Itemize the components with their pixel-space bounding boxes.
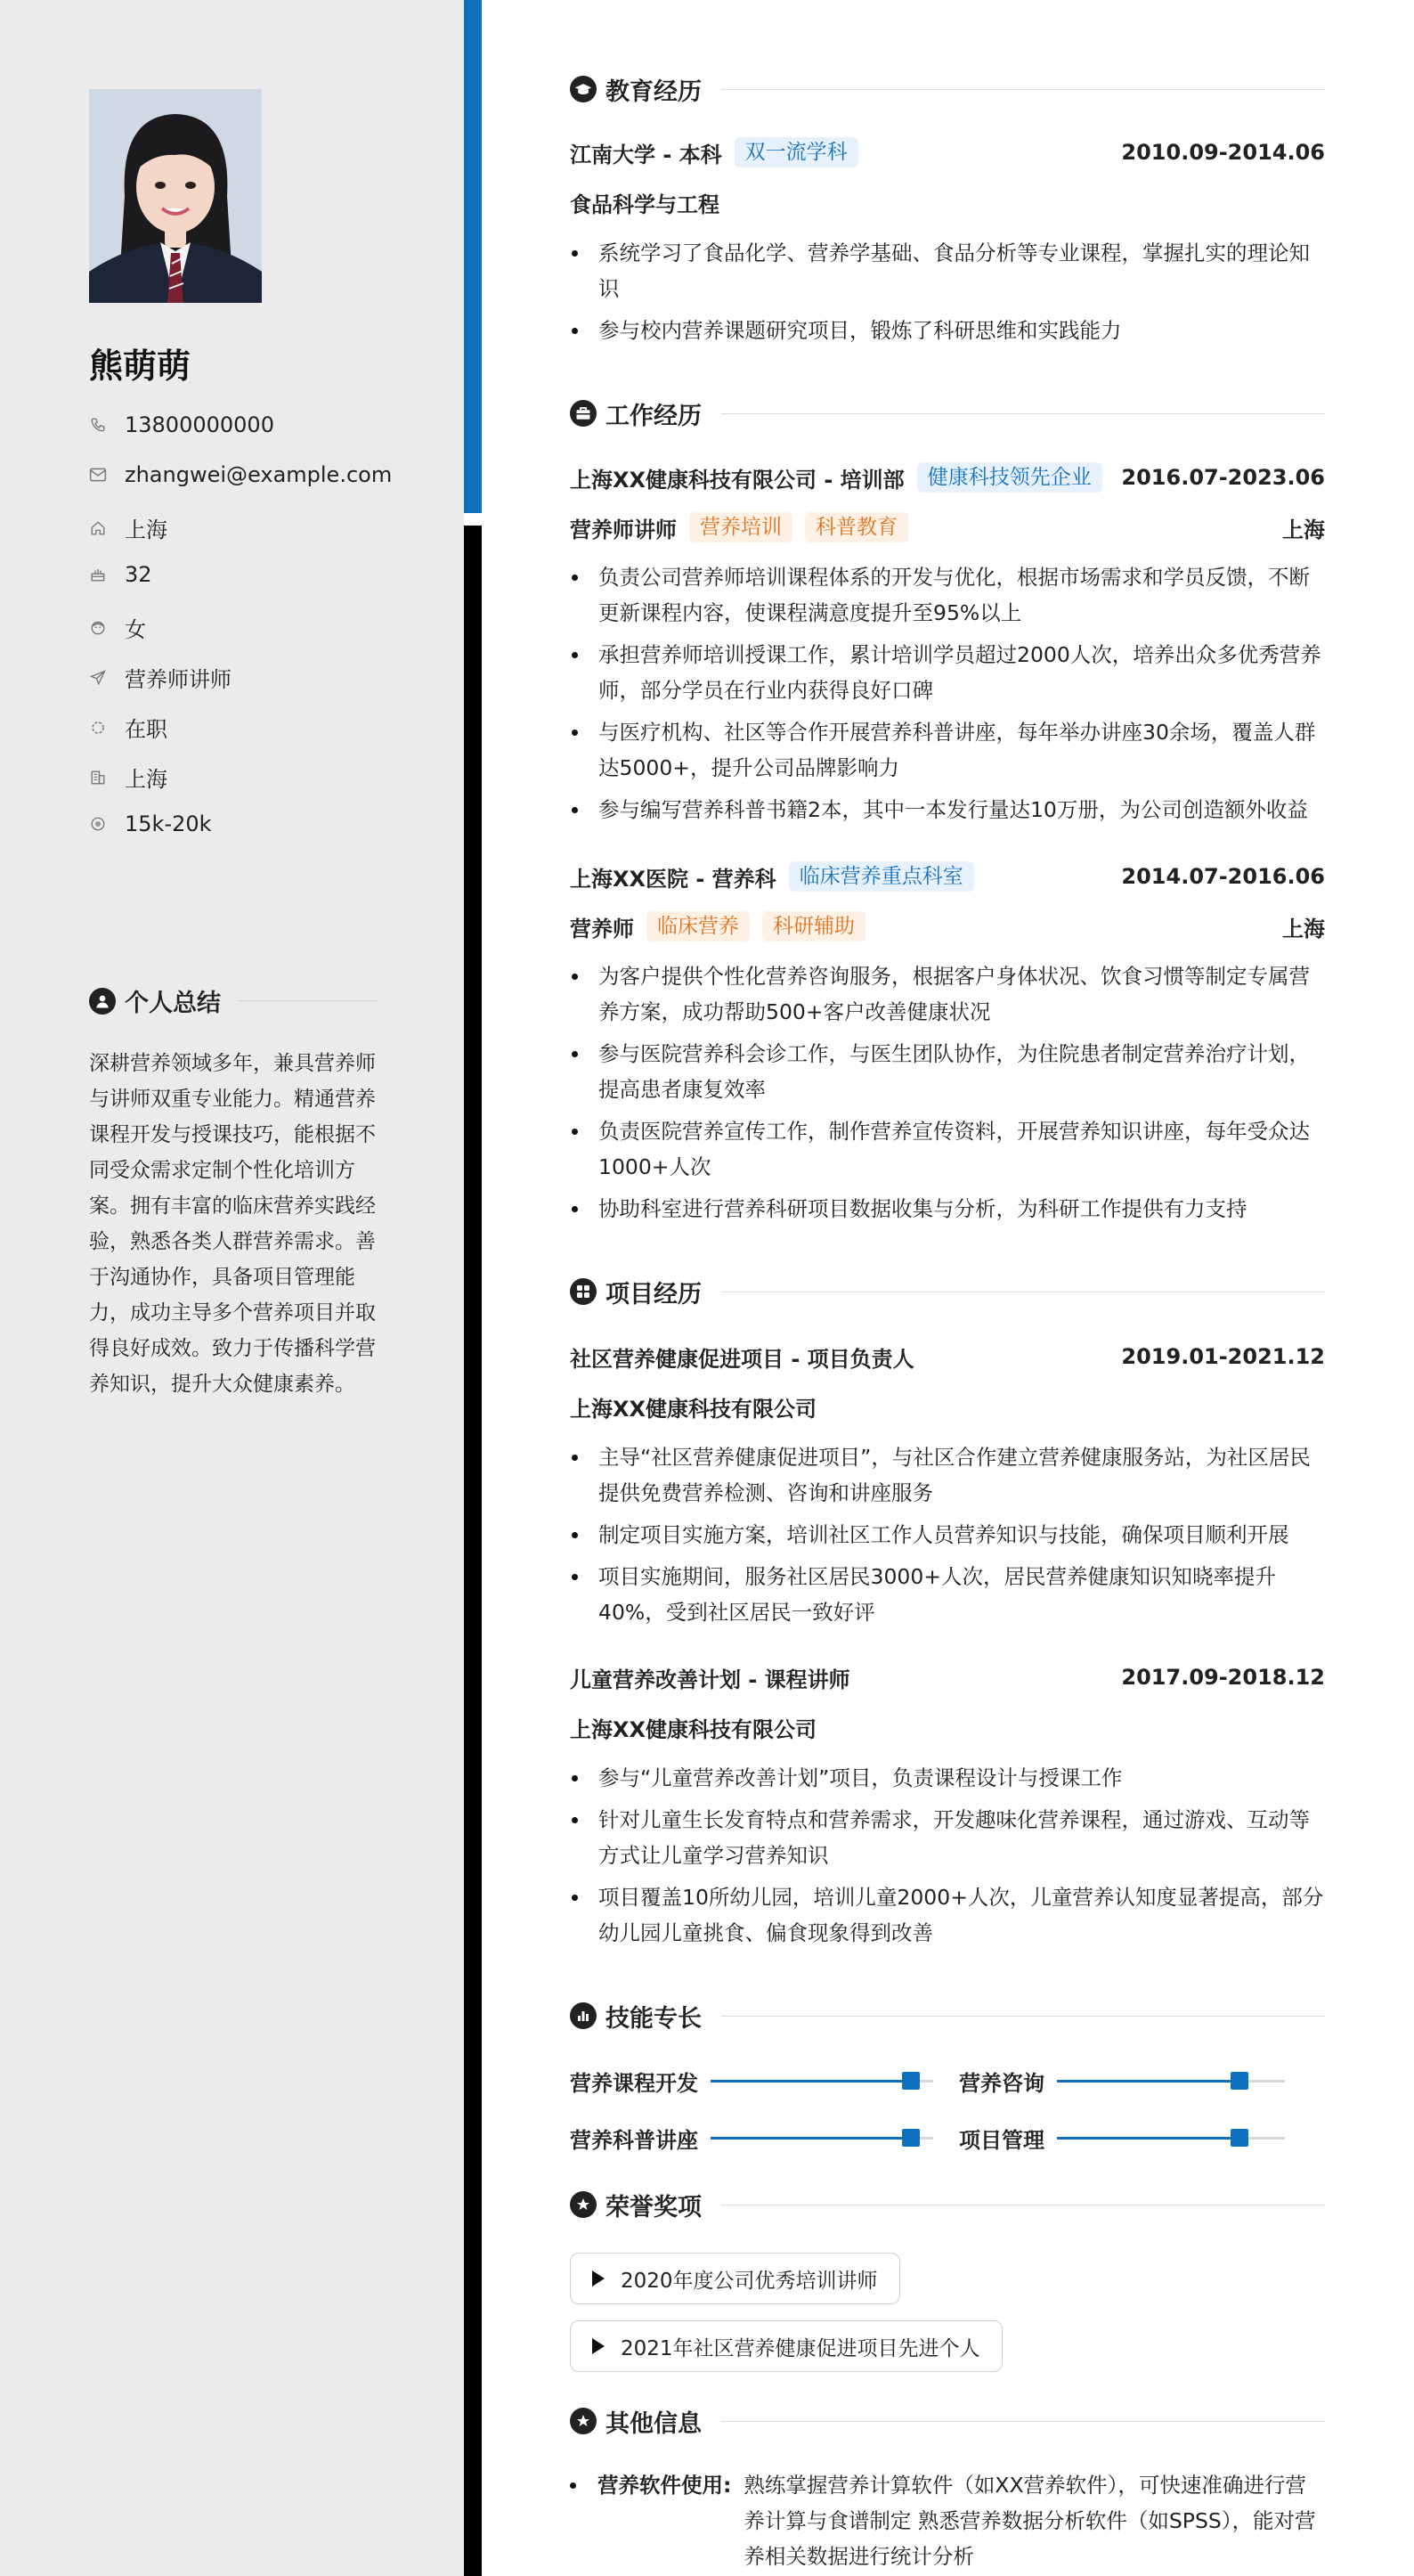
skill-tag: 临床营养	[646, 911, 750, 942]
company-tag: 健康科技领先企业	[917, 462, 1102, 493]
skill-fill	[711, 2080, 911, 2083]
skill-tag: 科研辅助	[762, 911, 865, 942]
accent-bar-black	[464, 526, 482, 2576]
status-icon	[89, 719, 107, 737]
divider	[721, 89, 1325, 90]
job-text: 营养师讲师	[125, 667, 232, 692]
salary-icon	[89, 815, 107, 833]
education-header	[570, 136, 1325, 168]
info-age	[89, 562, 152, 587]
project-date: 2017.09-2018.12	[1121, 1665, 1325, 1690]
list-item: 为客户提供个性化营养咨询服务，根据客户身体状况、饮食习惯等制定专属营养方案，成功帮助500+客户改善健康状况	[570, 958, 1327, 1030]
skill-track	[1057, 2137, 1285, 2140]
project-date: 2019.01-2021.12	[1121, 1344, 1325, 1369]
gender-icon	[89, 619, 107, 637]
company-name: 上海XX健康科技有限公司 - 培训部	[570, 467, 905, 493]
divider	[721, 2421, 1325, 2422]
list-item: 与医疗机构、社区等合作开展营养科普讲座，每年举办讲座30余场，覆盖人群达5000+，提升公司品牌影响力	[570, 714, 1327, 786]
status-text: 在职	[125, 717, 167, 742]
salary-text: 15k-20k	[125, 811, 212, 836]
city-text: 上海	[125, 518, 167, 542]
graduation-cap-icon	[570, 76, 597, 102]
other-label: 营养软件使用:	[597, 2473, 732, 2498]
projects-title: 项目经历	[605, 1280, 702, 1308]
other-heading	[570, 2405, 1325, 2437]
skill-row	[570, 2120, 933, 2156]
project-header	[570, 1341, 1325, 1373]
other-text: 熟练掌握营养计算软件（如XX营养软件），可快速准确进行营养计算与食谱制定 熟悉营养数据分析软件（如SPSS），能对营养相关数据进行统计分析	[744, 2473, 1316, 2569]
list-item: 系统学习了食品化学、营养学基础、食品分析等专业课程，掌握扎实的理论知识	[570, 235, 1327, 306]
job-location: 上海	[1282, 916, 1325, 942]
education-title: 教育经历	[605, 77, 702, 106]
list-item: 参与编写营养科普书籍2本，其中一本发行量达10万册，为公司创造额外收益	[570, 792, 1327, 827]
skill-row	[959, 2063, 1285, 2099]
info-icon	[570, 2408, 597, 2434]
skill-fill	[1057, 2137, 1239, 2140]
education-heading	[570, 73, 1325, 105]
phone-icon	[89, 416, 107, 434]
school-name: 江南大学 - 本科	[570, 142, 722, 167]
skill-fill	[711, 2137, 911, 2140]
grid-icon	[570, 1278, 597, 1305]
bar-chart-icon	[570, 2002, 597, 2029]
award-item	[570, 2253, 900, 2304]
job-date: 2014.07-2016.06	[1121, 864, 1325, 889]
work-title: 工作经历	[605, 402, 702, 430]
awards-title: 荣誉奖项	[605, 2193, 702, 2221]
list-item: 参与医院营养科会诊工作，与医生团队协作，为住院患者制定营养治疗计划，提高患者康复效率	[570, 1036, 1327, 1107]
project-name: 儿童营养改善计划 - 课程讲师	[570, 1667, 850, 1692]
home-icon	[89, 519, 107, 537]
list-item: 主导“社区营养健康促进项目”，与社区合作建立营养健康服务站，为社区居民提供免费营养检测、咨询和讲座服务	[570, 1439, 1327, 1511]
bullet	[570, 2482, 576, 2489]
divider	[721, 413, 1325, 414]
play-icon	[592, 2338, 605, 2354]
education-date: 2010.09-2014.06	[1121, 140, 1325, 165]
skill-name: 营养科普讲座	[570, 2127, 698, 2153]
award-item	[570, 2320, 1003, 2372]
award-text: 2020年度公司优秀培训讲师	[621, 2269, 878, 2293]
major-name: 食品科学与工程	[570, 192, 719, 217]
info-gender	[89, 612, 146, 643]
divider	[721, 2016, 1325, 2017]
list-item: 承担营养师培训授课工作，累计培训学员超过2000人次，培养出众多优秀营养师，部分学员在行业内获得良好口碑	[570, 637, 1327, 708]
list-item: 针对儿童生长发育特点和营养需求，开发趣味化营养课程，通过游戏、互动等方式让儿童学习营养知识	[570, 1802, 1327, 1873]
skill-name: 项目管理	[959, 2127, 1044, 2153]
info-work-city	[89, 762, 167, 793]
major-row	[570, 186, 1325, 218]
award-icon	[570, 2191, 597, 2218]
gender-text: 女	[125, 617, 146, 642]
info-phone	[89, 412, 274, 437]
list-item: 项目覆盖10所幼儿园，培训儿童2000+人次，儿童营养认知度显著提高，部分幼儿园儿童挑食、偏食现象得到改善	[570, 1879, 1327, 1951]
skills-heading	[570, 2000, 1325, 2032]
school-tag: 双一流学科	[735, 137, 858, 167]
job-role-row	[570, 511, 1325, 543]
skill-name: 营养课程开发	[570, 2070, 698, 2096]
briefcase-icon	[570, 400, 597, 427]
work-heading	[570, 397, 1325, 429]
project-org: 上海XX健康科技有限公司	[570, 1716, 817, 1742]
projects-heading	[570, 1276, 1325, 1308]
skill-knob	[1231, 2129, 1248, 2147]
skill-name: 营养咨询	[959, 2070, 1044, 2096]
other-info-item	[570, 2467, 1325, 2574]
user-icon	[89, 988, 116, 1015]
work-city-text: 上海	[125, 767, 167, 792]
skill-track	[711, 2137, 933, 2140]
list-item: 参与校内营养课题研究项目，锻炼了科研思维和实践能力	[570, 313, 1327, 348]
job-role: 营养师	[570, 916, 634, 942]
job-header	[570, 461, 1325, 493]
divider	[237, 1000, 378, 1001]
summary-text: 深耕营养领域多年，兼具营养师与讲师双重专业能力。精通营养课程开发与授课技巧，能根据不同受众需求定制个性化培训方案。拥有丰富的临床营养实践经验，熟悉各类人群营养需求。善于沟通协作，具备项目管理能力，成功主导多个营养项目并取得良好成效。致力于传播科学营养知识，提升大众健康素养。	[89, 1052, 376, 1396]
skill-knob	[1231, 2072, 1248, 2090]
project-org-row	[570, 1390, 1325, 1423]
skills-title: 技能专长	[605, 2004, 702, 2033]
list-item: 项目实施期间，服务社区居民3000+人次，居民营养健康知识知晓率提升40%，受到社区居民一致好评	[570, 1559, 1327, 1630]
age-text: 32	[125, 562, 152, 587]
phone-text: 13800000000	[125, 412, 274, 437]
skill-fill	[1057, 2080, 1239, 2083]
award-text: 2021年社区营养健康促进项目先进个人	[621, 2336, 980, 2360]
send-icon	[89, 669, 107, 687]
info-salary	[89, 811, 212, 836]
list-item: 负责医院营养宣传工作，制作营养宣传资料，开展营养知识讲座，每年受众达1000+人次	[570, 1113, 1327, 1185]
job-date: 2016.07-2023.06	[1121, 465, 1325, 490]
company-name: 上海XX医院 - 营养科	[570, 866, 776, 892]
info-job	[89, 662, 232, 693]
skill-track	[711, 2080, 933, 2083]
candidate-name: 熊萌萌	[89, 346, 191, 386]
info-city	[89, 512, 167, 543]
skill-row	[570, 2063, 933, 2099]
project-header	[570, 1661, 1325, 1693]
skill-knob	[902, 2129, 920, 2147]
skill-tag: 营养培训	[689, 512, 792, 542]
project-name: 社区营养健康促进项目 - 项目负责人	[570, 1346, 914, 1372]
list-item: 负责公司营养师培训课程体系的开发与优化，根据市场需求和学员反馈，不断更新课程内容，使课程满意度提升至95%以上	[570, 559, 1327, 631]
awards-heading	[570, 2189, 1325, 2221]
skill-knob	[902, 2072, 920, 2090]
job-header	[570, 860, 1325, 893]
cake-icon	[89, 566, 107, 583]
info-status	[89, 712, 167, 743]
skill-row	[959, 2120, 1285, 2156]
building-icon	[89, 769, 107, 787]
summary-heading	[89, 983, 378, 1018]
accent-bar-blue	[464, 0, 482, 513]
summary-title: 个人总结	[125, 990, 221, 1017]
company-tag: 临床营养重点科室	[789, 861, 974, 892]
job-role: 营养师讲师	[570, 517, 677, 542]
avatar	[89, 89, 262, 303]
skill-track	[1057, 2080, 1285, 2083]
skill-tag: 科普教育	[805, 512, 908, 542]
mail-icon	[89, 466, 107, 484]
play-icon	[592, 2270, 605, 2287]
list-item: 参与“儿童营养改善计划”项目，负责课程设计与授课工作	[570, 1760, 1327, 1796]
project-org: 上海XX健康科技有限公司	[570, 1396, 817, 1422]
other-title: 其他信息	[605, 2409, 702, 2438]
info-email	[89, 462, 392, 487]
list-item: 制定项目实施方案，培训社区工作人员营养知识与技能，确保项目顺利开展	[570, 1517, 1327, 1553]
job-role-row	[570, 910, 1325, 942]
list-item: 协助科室进行营养科研项目数据收集与分析，为科研工作提供有力支持	[570, 1191, 1327, 1227]
email-text: zhangwei@example.com	[125, 462, 393, 487]
project-org-row	[570, 1711, 1325, 1743]
job-location: 上海	[1282, 517, 1325, 542]
